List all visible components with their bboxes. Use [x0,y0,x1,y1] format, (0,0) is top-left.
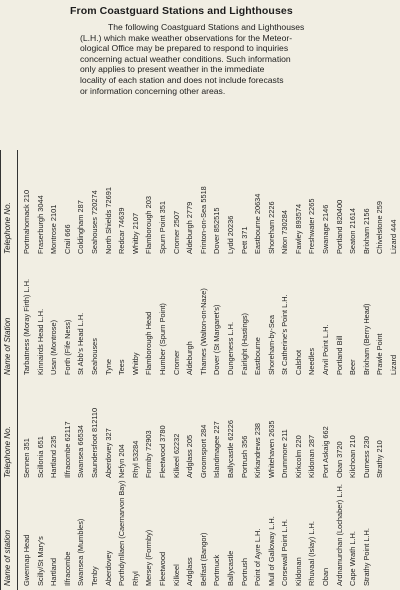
table-cell: Rhuvaal (Islay) L.H. [307,521,317,586]
intro-line: (L.H.) which make weather observations for the Meteor- [80,32,293,43]
table-cell: Gwennap Head [22,534,31,586]
table-cell: Pett 371 [239,226,249,254]
table-cell: Saundersfoot 812110 [89,407,99,478]
table-cell: Aldeburgh 2779 [185,201,195,254]
table-cell: Scillonia 651 [35,436,45,478]
table-cell: Kildonan 287 [307,434,317,478]
intro-line: or information concerning other areas. [80,85,226,96]
table-cell: Porthdynllaen (Caernarvon Bay) [117,480,127,586]
table-cell: Fleetwood 3780 [157,425,167,478]
table-cell: Whitby 2107 [130,212,140,254]
table-cell: Lizard [389,354,399,375]
table-cell: Tees [117,359,127,375]
table-cell: Hartland [49,558,59,586]
table-cell: Tenby [89,566,99,586]
table-cell: Oban [321,567,331,586]
column-header: Telephone No. [3,426,12,478]
column-header: Name of Station [3,317,12,375]
table-cell: Anvil Point L.H. [321,324,331,375]
table-cell: Dungeness L.H. [225,322,235,375]
table-cell: St Abb's Head L.H. [76,312,86,375]
table-cell: Shoreham 2226 [266,201,276,254]
table-cell: Islandmagee 227 [212,421,222,478]
table-cell: Rhyl [130,571,140,586]
column-station-name-2 [0,257,400,375]
table-cell: Whitehaven 2635 [266,420,276,478]
intro-line: locality of each station and does not include forecasts [80,74,284,85]
table-cell: Niton 730284 [280,210,290,254]
intro-paragraph [80,22,392,96]
table-cell: North Shields 72691 [103,187,113,254]
table-cell: Eastbourne 20634 [253,193,263,254]
table-cell: Kinnairds Head L.H. [35,308,45,375]
table-cell: Brixham 2156 [361,208,371,254]
table-cell: Forth (Fife Ness) [62,319,72,375]
table-cell: Needles [307,347,317,375]
table-cell: Whitby [130,352,140,375]
table-cell: Hartland 235 [49,435,59,478]
column-header: Name of station [3,529,12,586]
table-cell: Kilkeel 62232 [171,433,181,478]
table-cell: Portrush [239,558,249,586]
table-cell: Aldeburgh [185,341,195,375]
table-cell: Strathy 210 [375,440,385,478]
table-cell: Seahouses 720274 [89,190,99,254]
column-header: Telephone No. [3,202,12,254]
table-cell: Beer [348,359,358,375]
table-cell: Aberdovey [103,550,113,586]
table-cell: Seahouses [89,338,99,375]
table-cell: Lydd 20236 [225,215,235,254]
table-cell: Fleetwood [157,551,167,586]
column-telephone-1 [0,378,400,478]
table-cell: Flamborough Head [144,311,154,375]
table-cell: Nefyn 204 [117,444,127,478]
table-cell: Kirkcolm 220 [293,435,303,478]
table-cell: St Catherine's Point L.H. [280,294,290,375]
table-cell: Aberdovey 327 [103,428,113,478]
table-cell: Mersey (Formby) [144,529,154,586]
table-cell: Portmahomack 210 [22,189,31,254]
table-cell: Groomsport 284 [198,424,208,478]
table-cell: Spurn Point 351 [157,200,167,254]
table-cell: Flamborough 203 [144,196,154,254]
table-cell: Coldingham 287 [76,200,86,254]
table-cell: Chivelstone 259 [375,200,385,254]
intro-line: The following Coastguard Stations and Lighthouses [108,22,305,32]
table-cell: Rhyl 53284 [130,440,140,478]
table-cell: Humber (Spurn Point) [157,303,167,375]
table-cell: Tarbatness (Moray Firth) L.H. [22,278,31,375]
table-cell: Ilfracombe [62,551,72,586]
table-cell: Formby 72903 [144,430,154,478]
table-cell: Swansea 66534 [76,424,86,478]
table-cell: Swanage 2146 [321,204,331,254]
table-cell: Scilly/St Mary's [35,536,45,586]
table-cell: Montrose 2101 [49,204,59,254]
table-cell: Portrush 356 [239,435,249,478]
table-cell: Ardglass 205 [185,434,195,478]
table-cell: Ballycastle [225,550,235,586]
table-cell: Drummore 211 [280,429,290,478]
table-cell: Cromer [171,350,181,375]
table-cell: Portland 820400 [334,199,344,254]
table-cell: Cromer 2507 [171,210,181,254]
stations-table [0,148,400,590]
table-cell: Usan (Montrose) [49,319,59,375]
table-cell: Portmuck [212,554,222,586]
table-cell: Redcar 74639 [117,207,127,254]
table-cell: Swansea (Mumbles) [76,518,86,586]
table-cell: Frinton-on-Sea 5518 [198,186,208,254]
table-cell: Kilkeel [171,564,181,586]
table-cell: Ballycastle 62226 [225,420,235,478]
intro-line: ological Office may be prepared to respond to inquiries [80,43,289,54]
table-cell: Dover 852515 [212,207,222,254]
table-cell: Ardglass [185,557,195,586]
table-cell: Kirkandrews 238 [253,422,263,478]
table-cell: Portland Bill [334,335,344,375]
table-cell: Sennen 351 [22,438,31,478]
table-cell: Prawle Point [375,333,385,375]
table-cell: Crail 666 [62,224,72,254]
intro-line: only applies to present weather in the immediate [80,64,265,75]
table-cell: Mull of Galloway L.H. [266,516,276,586]
intro-line: concerning actual weather conditions. Such information [80,53,291,64]
table-cell: Kildonan [293,557,303,586]
table-cell: Seaton 21614 [348,207,358,254]
table-cell: Corsewall Point L.H. [280,519,290,586]
table-cell: Durness 230 [361,436,371,478]
table-cell: Kilchoan 210 [348,435,358,478]
table-cell: Calshot [293,349,303,375]
table-cell: Strathy Point L.H. [361,528,371,586]
table-cell: Fawley 893574 [293,203,303,254]
table-cell: Brixham (Berry Head) [361,303,371,375]
table-cell: Fairlight (Hastings) [239,312,249,375]
stations-table-rotated [0,150,400,590]
table-cell: Oban 3720 [334,441,344,478]
table-cell: Cape Wrath L.H. [348,531,358,586]
page-heading: From Coastguard Stations and Lighthouses [70,5,293,17]
table-cell: Ilfracombe 62117 [62,421,72,478]
table-cell: Point of Ayre L.H. [253,528,263,586]
table-cell: Shoreham-by-Sea [266,315,276,375]
table-cell: Eastbourne [253,337,263,375]
table-cell: Port Askaig 662 [321,426,331,478]
column-telephone-2 [0,150,400,254]
column-station-name-1 [0,481,400,586]
table-cell: Freshwater 2265 [307,198,317,254]
table-cell: Tyne [103,358,113,375]
table-cell: Belfast (Bangor) [198,532,208,586]
table-cell: Thames (Walton-on-Naze) [198,288,208,375]
table-cell: Lizard 444 [389,219,399,254]
table-cell: Ardnamurchan (Lochaber) L.H. [334,484,344,586]
table-cell: Fraserburgh 3044 [35,195,45,254]
table-cell: Dover (St Margaret's) [212,304,222,375]
